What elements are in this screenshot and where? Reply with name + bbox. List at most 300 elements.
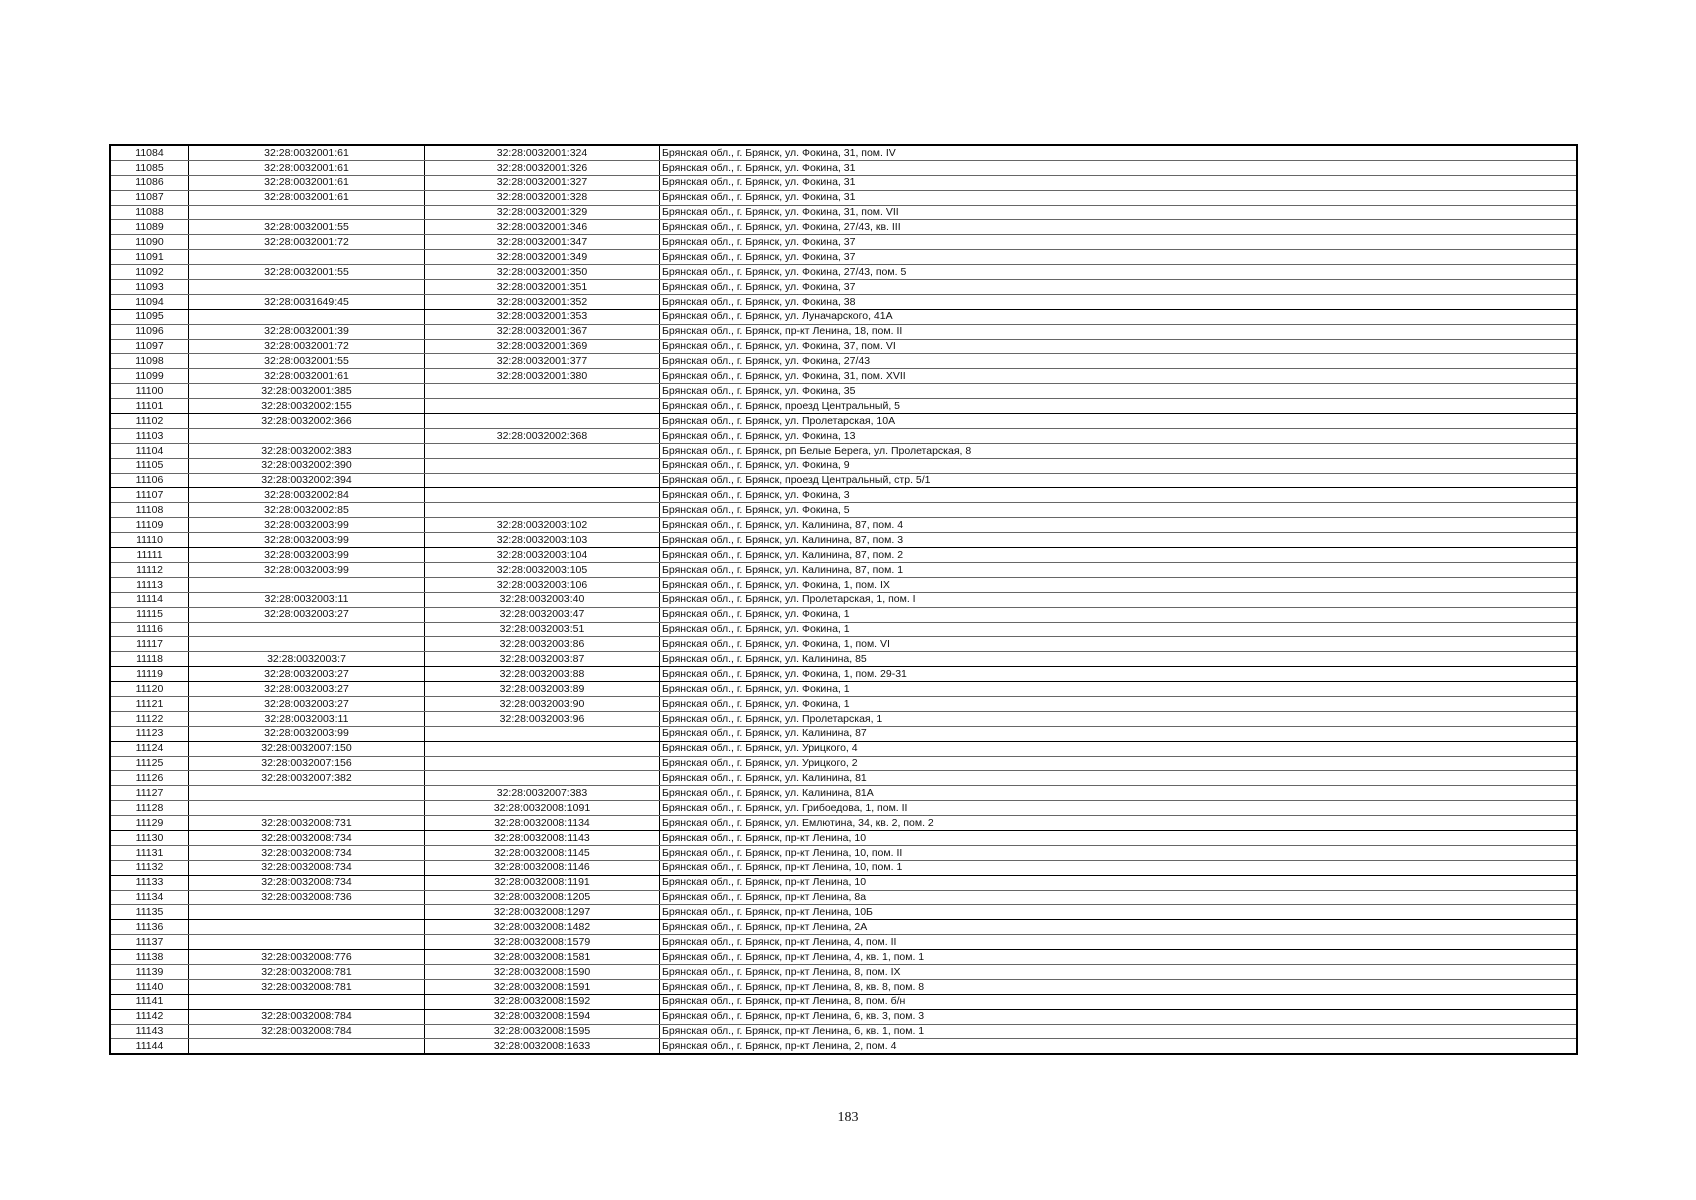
table-row	[110, 160, 1577, 175]
row-number-cell: 11097	[110, 339, 189, 354]
address-cell: Брянская обл., г. Брянск, пр-кт Ленина, 4, пом. II	[660, 935, 1578, 950]
row-number-cell: 11102	[110, 414, 189, 429]
cadastral-number-cell: 32:28:0032008:1579	[425, 935, 660, 950]
table-row	[110, 399, 1577, 414]
row-number-cell: 11101	[110, 399, 189, 414]
table-row	[110, 637, 1577, 652]
row-number-cell: 11115	[110, 607, 189, 622]
parent-cadastral-number-cell: 32:28:0032001:55	[189, 354, 425, 369]
row-number-cell: 11122	[110, 711, 189, 726]
table-row	[110, 875, 1577, 890]
address-cell: Брянская обл., г. Брянск, ул. Фокина, 13	[660, 428, 1578, 443]
cadastral-number-cell: 32:28:0032008:1091	[425, 801, 660, 816]
cadastral-number-cell: 32:28:0032003:86	[425, 637, 660, 652]
table-row	[110, 682, 1577, 697]
address-cell: Брянская обл., г. Брянск, ул. Фокина, 9	[660, 458, 1578, 473]
parent-cadastral-number-cell: 32:28:0032001:61	[189, 160, 425, 175]
table-row	[110, 890, 1577, 905]
address-cell: Брянская обл., г. Брянск, ул. Фокина, 27/43, кв. III	[660, 220, 1578, 235]
address-cell: Брянская обл., г. Брянск, ул. Фокина, 31, пом. XVII	[660, 369, 1578, 384]
parent-cadastral-number-cell	[189, 994, 425, 1009]
address-cell: Брянская обл., г. Брянск, проезд Центральный, 5	[660, 399, 1578, 414]
table-row	[110, 830, 1577, 845]
row-number-cell: 11084	[110, 145, 189, 160]
cadastral-number-cell: 32:28:0032001:329	[425, 205, 660, 220]
address-cell: Брянская обл., г. Брянск, ул. Калинина, 87, пом. 2	[660, 548, 1578, 563]
parent-cadastral-number-cell: 32:28:0032007:150	[189, 741, 425, 756]
table-row	[110, 280, 1577, 295]
table-row	[110, 592, 1577, 607]
table-row	[110, 979, 1577, 994]
address-cell: Брянская обл., г. Брянск, пр-кт Ленина, 10, пом. 1	[660, 860, 1578, 875]
parent-cadastral-number-cell: 32:28:0032003:27	[189, 682, 425, 697]
row-number-cell: 11138	[110, 950, 189, 965]
cadastral-number-cell: 32:28:0032003:89	[425, 682, 660, 697]
cadastral-number-cell: 32:28:0032003:104	[425, 548, 660, 563]
parent-cadastral-number-cell: 32:28:0032002:390	[189, 458, 425, 473]
parent-cadastral-number-cell: 32:28:0032008:776	[189, 950, 425, 965]
cadastral-number-cell: 32:28:0032003:88	[425, 667, 660, 682]
parent-cadastral-number-cell: 32:28:0032003:27	[189, 696, 425, 711]
address-cell: Брянская обл., г. Брянск, ул. Луначарского, 41А	[660, 309, 1578, 324]
table-row	[110, 265, 1577, 280]
cadastral-number-cell: 32:28:0032008:1594	[425, 1009, 660, 1024]
row-number-cell: 11108	[110, 503, 189, 518]
table-row	[110, 354, 1577, 369]
parent-cadastral-number-cell: 32:28:0032007:156	[189, 756, 425, 771]
address-cell: Брянская обл., г. Брянск, проезд Центральный, стр. 5/1	[660, 473, 1578, 488]
table-row	[110, 414, 1577, 429]
row-number-cell: 11121	[110, 696, 189, 711]
table-body	[110, 145, 1577, 1054]
table-row	[110, 458, 1577, 473]
row-number-cell: 11103	[110, 428, 189, 443]
table-row	[110, 652, 1577, 667]
cadastral-number-cell: 32:28:0032007:383	[425, 786, 660, 801]
row-number-cell: 11090	[110, 235, 189, 250]
cadastral-number-cell: 32:28:0032001:346	[425, 220, 660, 235]
row-number-cell: 11133	[110, 875, 189, 890]
cadastral-number-cell: 32:28:0032003:102	[425, 518, 660, 533]
cadastral-number-cell: 32:28:0032001:347	[425, 235, 660, 250]
table-row	[110, 711, 1577, 726]
row-number-cell: 11087	[110, 190, 189, 205]
row-number-cell: 11134	[110, 890, 189, 905]
address-cell: Брянская обл., г. Брянск, ул. Фокина, 1	[660, 607, 1578, 622]
table-row	[110, 741, 1577, 756]
address-cell: Брянская обл., г. Брянск, ул. Фокина, 31, пом. IV	[660, 145, 1578, 160]
row-number-cell: 11130	[110, 830, 189, 845]
address-cell: Брянская обл., г. Брянск, пр-кт Ленина, 10	[660, 875, 1578, 890]
address-cell: Брянская обл., г. Брянск, ул. Фокина, 1	[660, 622, 1578, 637]
cadastral-number-cell	[425, 458, 660, 473]
cadastral-number-cell: 32:28:0032001:353	[425, 309, 660, 324]
page-number: 183	[837, 1110, 859, 1125]
address-cell: Брянская обл., г. Брянск, ул. Калинина, 81	[660, 771, 1578, 786]
cadastral-number-cell: 32:28:0032001:327	[425, 175, 660, 190]
cadastral-number-cell	[425, 414, 660, 429]
cadastral-number-cell: 32:28:0032001:351	[425, 280, 660, 295]
address-cell: Брянская обл., г. Брянск, ул. Калинина, 87	[660, 726, 1578, 741]
row-number-cell: 11139	[110, 964, 189, 979]
row-number-cell: 11140	[110, 979, 189, 994]
table-row	[110, 428, 1577, 443]
cadastral-number-cell: 32:28:0032001:326	[425, 160, 660, 175]
address-cell: Брянская обл., г. Брянск, пр-кт Ленина, 2, пом. 4	[660, 1039, 1578, 1054]
row-number-cell: 11124	[110, 741, 189, 756]
parent-cadastral-number-cell: 32:28:0032008:736	[189, 890, 425, 905]
address-cell: Брянская обл., г. Брянск, ул. Калинина, 85	[660, 652, 1578, 667]
parent-cadastral-number-cell: 32:28:0032008:734	[189, 860, 425, 875]
address-cell: Брянская обл., г. Брянск, ул. Фокина, 1, пом. VI	[660, 637, 1578, 652]
parent-cadastral-number-cell: 32:28:0032001:61	[189, 145, 425, 160]
cadastral-number-cell: 32:28:0032008:1134	[425, 816, 660, 831]
parent-cadastral-number-cell	[189, 309, 425, 324]
parent-cadastral-number-cell	[189, 637, 425, 652]
row-number-cell: 11141	[110, 994, 189, 1009]
parent-cadastral-number-cell	[189, 205, 425, 220]
cadastral-number-cell: 32:28:0032001:377	[425, 354, 660, 369]
cadastral-number-cell: 32:28:0032003:103	[425, 533, 660, 548]
table-row	[110, 860, 1577, 875]
address-cell: Брянская обл., г. Брянск, ул. Фокина, 3	[660, 488, 1578, 503]
cadastral-number-cell: 32:28:0032003:47	[425, 607, 660, 622]
parent-cadastral-number-cell: 32:28:0032003:99	[189, 518, 425, 533]
table-row	[110, 622, 1577, 637]
table-row	[110, 250, 1577, 265]
parent-cadastral-number-cell: 32:28:0032002:366	[189, 414, 425, 429]
row-number-cell: 11116	[110, 622, 189, 637]
parent-cadastral-number-cell: 32:28:0032002:155	[189, 399, 425, 414]
cadastral-number-cell: 32:28:0032003:106	[425, 577, 660, 592]
cadastral-number-cell: 32:28:0032008:1145	[425, 845, 660, 860]
row-number-cell: 11111	[110, 548, 189, 563]
cadastral-number-cell: 32:28:0032001:328	[425, 190, 660, 205]
address-cell: Брянская обл., г. Брянск, пр-кт Ленина, 8, пом. б/н	[660, 994, 1578, 1009]
row-number-cell: 11112	[110, 562, 189, 577]
address-cell: Брянская обл., г. Брянск, ул. Фокина, 27/43, пом. 5	[660, 265, 1578, 280]
row-number-cell: 11100	[110, 384, 189, 399]
address-cell: Брянская обл., г. Брянск, ул. Фокина, 37	[660, 280, 1578, 295]
cadastral-number-cell: 32:28:0032003:90	[425, 696, 660, 711]
cadastral-number-cell: 32:28:0032008:1482	[425, 920, 660, 935]
row-number-cell: 11096	[110, 324, 189, 339]
row-number-cell: 11135	[110, 905, 189, 920]
cadastral-number-cell: 32:28:0032008:1592	[425, 994, 660, 1009]
row-number-cell: 11136	[110, 920, 189, 935]
parent-cadastral-number-cell: 32:28:0032001:385	[189, 384, 425, 399]
cadastral-number-cell: 32:28:0032001:369	[425, 339, 660, 354]
address-cell: Брянская обл., г. Брянск, ул. Калинина, 87, пом. 1	[660, 562, 1578, 577]
table-row	[110, 309, 1577, 324]
parent-cadastral-number-cell: 32:28:0032002:85	[189, 503, 425, 518]
cadastral-number-cell: 32:28:0032008:1205	[425, 890, 660, 905]
address-cell: Брянская обл., г. Брянск, ул. Калинина, 87, пом. 3	[660, 533, 1578, 548]
address-cell: Брянская обл., г. Брянск, пр-кт Ленина, 8а	[660, 890, 1578, 905]
table-row	[110, 756, 1577, 771]
row-number-cell: 11094	[110, 294, 189, 309]
table-row	[110, 384, 1577, 399]
table-row	[110, 964, 1577, 979]
parent-cadastral-number-cell: 32:28:0032003:99	[189, 533, 425, 548]
parent-cadastral-number-cell	[189, 280, 425, 295]
parent-cadastral-number-cell: 32:28:0032008:784	[189, 1009, 425, 1024]
parent-cadastral-number-cell: 32:28:0032008:734	[189, 845, 425, 860]
row-number-cell: 11131	[110, 845, 189, 860]
row-number-cell: 11105	[110, 458, 189, 473]
parent-cadastral-number-cell: 32:28:0032002:394	[189, 473, 425, 488]
table-row	[110, 905, 1577, 920]
cadastral-number-cell: 32:28:0032008:1143	[425, 830, 660, 845]
address-cell: Брянская обл., г. Брянск, ул. Фокина, 1	[660, 682, 1578, 697]
row-number-cell: 11099	[110, 369, 189, 384]
cadastral-number-cell: 32:28:0032003:87	[425, 652, 660, 667]
address-cell: Брянская обл., г. Брянск, ул. Емлютина, 34, кв. 2, пом. 2	[660, 816, 1578, 831]
address-cell: Брянская обл., г. Брянск, ул. Фокина, 35	[660, 384, 1578, 399]
cadastral-number-cell	[425, 488, 660, 503]
table-row	[110, 935, 1577, 950]
cadastral-number-cell: 32:28:0032008:1191	[425, 875, 660, 890]
cadastral-number-cell	[425, 443, 660, 458]
address-cell: Брянская обл., г. Брянск, пр-кт Ленина, 18, пом. II	[660, 324, 1578, 339]
parent-cadastral-number-cell	[189, 428, 425, 443]
row-number-cell: 11137	[110, 935, 189, 950]
address-cell: Брянская обл., г. Брянск, ул. Фокина, 31	[660, 175, 1578, 190]
row-number-cell: 11132	[110, 860, 189, 875]
cadastral-number-cell: 32:28:0032001:324	[425, 145, 660, 160]
table-row	[110, 145, 1577, 160]
table-row	[110, 920, 1577, 935]
parent-cadastral-number-cell: 32:28:0032007:382	[189, 771, 425, 786]
table-row	[110, 369, 1577, 384]
address-cell: Брянская обл., г. Брянск, пр-кт Ленина, 6, кв. 3, пом. 3	[660, 1009, 1578, 1024]
cadastral-number-cell: 32:28:0032001:367	[425, 324, 660, 339]
parent-cadastral-number-cell: 32:28:0032001:55	[189, 220, 425, 235]
parent-cadastral-number-cell: 32:28:0032003:99	[189, 726, 425, 741]
address-cell: Брянская обл., г. Брянск, ул. Фокина, 1	[660, 696, 1578, 711]
row-number-cell: 11125	[110, 756, 189, 771]
parent-cadastral-number-cell: 32:28:0032001:72	[189, 235, 425, 250]
table-row	[110, 667, 1577, 682]
address-cell: Брянская обл., г. Брянск, ул. Урицкого, 2	[660, 756, 1578, 771]
row-number-cell: 11110	[110, 533, 189, 548]
table-row	[110, 816, 1577, 831]
parent-cadastral-number-cell	[189, 786, 425, 801]
table-row	[110, 562, 1577, 577]
table-row	[110, 548, 1577, 563]
row-number-cell: 11104	[110, 443, 189, 458]
parent-cadastral-number-cell	[189, 250, 425, 265]
address-cell: Брянская обл., г. Брянск, ул. Урицкого, 4	[660, 741, 1578, 756]
parent-cadastral-number-cell	[189, 1039, 425, 1054]
table-row	[110, 324, 1577, 339]
row-number-cell: 11129	[110, 816, 189, 831]
address-cell: Брянская обл., г. Брянск, рп Белые Берега, ул. Пролетарская, 8	[660, 443, 1578, 458]
address-cell: Брянская обл., г. Брянск, пр-кт Ленина, 6, кв. 1, пом. 1	[660, 1024, 1578, 1039]
cadastral-number-cell: 32:28:0032008:1591	[425, 979, 660, 994]
cadastral-number-cell: 32:28:0032008:1297	[425, 905, 660, 920]
parent-cadastral-number-cell: 32:28:0032002:84	[189, 488, 425, 503]
row-number-cell: 11114	[110, 592, 189, 607]
row-number-cell: 11117	[110, 637, 189, 652]
address-cell: Брянская обл., г. Брянск, ул. Фокина, 37	[660, 235, 1578, 250]
table-row	[110, 205, 1577, 220]
cadastral-number-cell: 32:28:0032001:352	[425, 294, 660, 309]
cadastral-number-cell: 32:28:0032002:368	[425, 428, 660, 443]
parent-cadastral-number-cell	[189, 905, 425, 920]
address-cell: Брянская обл., г. Брянск, ул. Калинина, 87, пом. 4	[660, 518, 1578, 533]
address-cell: Брянская обл., г. Брянск, ул. Пролетарская, 1, пом. I	[660, 592, 1578, 607]
address-cell: Брянская обл., г. Брянск, ул. Фокина, 1, пом. IX	[660, 577, 1578, 592]
cadastral-number-cell: 32:28:0032003:96	[425, 711, 660, 726]
parent-cadastral-number-cell: 32:28:0032001:61	[189, 175, 425, 190]
row-number-cell: 11093	[110, 280, 189, 295]
row-number-cell: 11119	[110, 667, 189, 682]
table-row	[110, 994, 1577, 1009]
table-row	[110, 443, 1577, 458]
address-cell: Брянская обл., г. Брянск, пр-кт Ленина, 10Б	[660, 905, 1578, 920]
address-cell: Брянская обл., г. Брянск, ул. Фокина, 31	[660, 190, 1578, 205]
address-cell: Брянская обл., г. Брянск, пр-кт Ленина, 2А	[660, 920, 1578, 935]
cadastral-number-cell	[425, 473, 660, 488]
address-cell: Брянская обл., г. Брянск, ул. Фокина, 38	[660, 294, 1578, 309]
parent-cadastral-number-cell: 32:28:0032001:61	[189, 190, 425, 205]
parent-cadastral-number-cell	[189, 577, 425, 592]
cadastral-number-cell	[425, 384, 660, 399]
row-number-cell: 11123	[110, 726, 189, 741]
table-row	[110, 726, 1577, 741]
table-row	[110, 1024, 1577, 1039]
row-number-cell: 11086	[110, 175, 189, 190]
table-row	[110, 1039, 1577, 1054]
parent-cadastral-number-cell: 32:28:0032008:781	[189, 979, 425, 994]
parent-cadastral-number-cell	[189, 801, 425, 816]
cadastral-number-cell: 32:28:0032008:1146	[425, 860, 660, 875]
parent-cadastral-number-cell	[189, 622, 425, 637]
cadastral-number-cell	[425, 399, 660, 414]
cadastral-number-cell: 32:28:0032003:105	[425, 562, 660, 577]
parent-cadastral-number-cell: 32:28:0032008:734	[189, 875, 425, 890]
cadastral-number-cell: 32:28:0032008:1633	[425, 1039, 660, 1054]
row-number-cell: 11106	[110, 473, 189, 488]
parent-cadastral-number-cell	[189, 935, 425, 950]
table-row	[110, 518, 1577, 533]
parent-cadastral-number-cell: 32:28:0032008:734	[189, 830, 425, 845]
parent-cadastral-number-cell: 32:28:0032003:7	[189, 652, 425, 667]
table-row	[110, 488, 1577, 503]
table-row	[110, 771, 1577, 786]
table-row	[110, 607, 1577, 622]
table-row	[110, 220, 1577, 235]
address-cell: Брянская обл., г. Брянск, ул. Фокина, 27/43	[660, 354, 1578, 369]
address-cell: Брянская обл., г. Брянск, пр-кт Ленина, 10, пом. II	[660, 845, 1578, 860]
cadastral-number-cell	[425, 771, 660, 786]
table-row	[110, 786, 1577, 801]
parent-cadastral-number-cell: 32:28:0032003:11	[189, 711, 425, 726]
parent-cadastral-number-cell: 32:28:0031649:45	[189, 294, 425, 309]
table-row	[110, 577, 1577, 592]
table-row	[110, 339, 1577, 354]
address-cell: Брянская обл., г. Брянск, ул. Фокина, 37	[660, 250, 1578, 265]
table-row	[110, 503, 1577, 518]
row-number-cell: 11113	[110, 577, 189, 592]
cadastral-number-cell	[425, 503, 660, 518]
address-cell: Брянская обл., г. Брянск, ул. Пролетарская, 1	[660, 711, 1578, 726]
address-cell: Брянская обл., г. Брянск, ул. Фокина, 31	[660, 160, 1578, 175]
parent-cadastral-number-cell: 32:28:0032003:11	[189, 592, 425, 607]
parent-cadastral-number-cell: 32:28:0032001:72	[189, 339, 425, 354]
row-number-cell: 11107	[110, 488, 189, 503]
cadastral-number-cell: 32:28:0032008:1581	[425, 950, 660, 965]
row-number-cell: 11144	[110, 1039, 189, 1054]
address-cell: Брянская обл., г. Брянск, ул. Калинина, 81А	[660, 786, 1578, 801]
cadastral-number-cell: 32:28:0032008:1595	[425, 1024, 660, 1039]
parent-cadastral-number-cell: 32:28:0032003:27	[189, 667, 425, 682]
address-cell: Брянская обл., г. Брянск, ул. Фокина, 1, пом. 29-31	[660, 667, 1578, 682]
row-number-cell: 11128	[110, 801, 189, 816]
parent-cadastral-number-cell: 32:28:0032001:61	[189, 369, 425, 384]
table-row	[110, 1009, 1577, 1024]
cadastral-number-cell: 32:28:0032003:40	[425, 592, 660, 607]
cadastral-number-cell: 32:28:0032001:349	[425, 250, 660, 265]
address-cell: Брянская обл., г. Брянск, пр-кт Ленина, 10	[660, 830, 1578, 845]
table-row	[110, 801, 1577, 816]
row-number-cell: 11092	[110, 265, 189, 280]
cadastral-number-cell: 32:28:0032003:51	[425, 622, 660, 637]
row-number-cell: 11089	[110, 220, 189, 235]
row-number-cell: 11143	[110, 1024, 189, 1039]
table-row	[110, 533, 1577, 548]
table-row	[110, 175, 1577, 190]
parent-cadastral-number-cell: 32:28:0032008:731	[189, 816, 425, 831]
table-row	[110, 950, 1577, 965]
row-number-cell: 11088	[110, 205, 189, 220]
row-number-cell: 11120	[110, 682, 189, 697]
cadastral-number-cell: 32:28:0032001:350	[425, 265, 660, 280]
parent-cadastral-number-cell: 32:28:0032008:781	[189, 964, 425, 979]
cadastral-registry-table	[109, 144, 1578, 1055]
address-cell: Брянская обл., г. Брянск, ул. Фокина, 37, пом. VI	[660, 339, 1578, 354]
parent-cadastral-number-cell: 32:28:0032003:99	[189, 562, 425, 577]
address-cell: Брянская обл., г. Брянск, ул. Грибоедова, 1, пом. II	[660, 801, 1578, 816]
table-row	[110, 190, 1577, 205]
row-number-cell: 11118	[110, 652, 189, 667]
row-number-cell: 11142	[110, 1009, 189, 1024]
row-number-cell: 11126	[110, 771, 189, 786]
parent-cadastral-number-cell: 32:28:0032003:27	[189, 607, 425, 622]
row-number-cell: 11127	[110, 786, 189, 801]
row-number-cell: 11109	[110, 518, 189, 533]
table-row	[110, 294, 1577, 309]
cadastral-number-cell	[425, 726, 660, 741]
address-cell: Брянская обл., г. Брянск, пр-кт Ленина, 8, пом. IX	[660, 964, 1578, 979]
table-row	[110, 235, 1577, 250]
row-number-cell: 11091	[110, 250, 189, 265]
cadastral-number-cell: 32:28:0032008:1590	[425, 964, 660, 979]
parent-cadastral-number-cell	[189, 920, 425, 935]
row-number-cell: 11098	[110, 354, 189, 369]
parent-cadastral-number-cell: 32:28:0032002:383	[189, 443, 425, 458]
address-cell: Брянская обл., г. Брянск, ул. Фокина, 31, пом. VII	[660, 205, 1578, 220]
row-number-cell: 11095	[110, 309, 189, 324]
parent-cadastral-number-cell: 32:28:0032001:55	[189, 265, 425, 280]
row-number-cell: 11085	[110, 160, 189, 175]
parent-cadastral-number-cell: 32:28:0032008:784	[189, 1024, 425, 1039]
table-row	[110, 696, 1577, 711]
cadastral-number-cell	[425, 756, 660, 771]
cadastral-number-cell: 32:28:0032001:380	[425, 369, 660, 384]
cadastral-number-cell	[425, 741, 660, 756]
